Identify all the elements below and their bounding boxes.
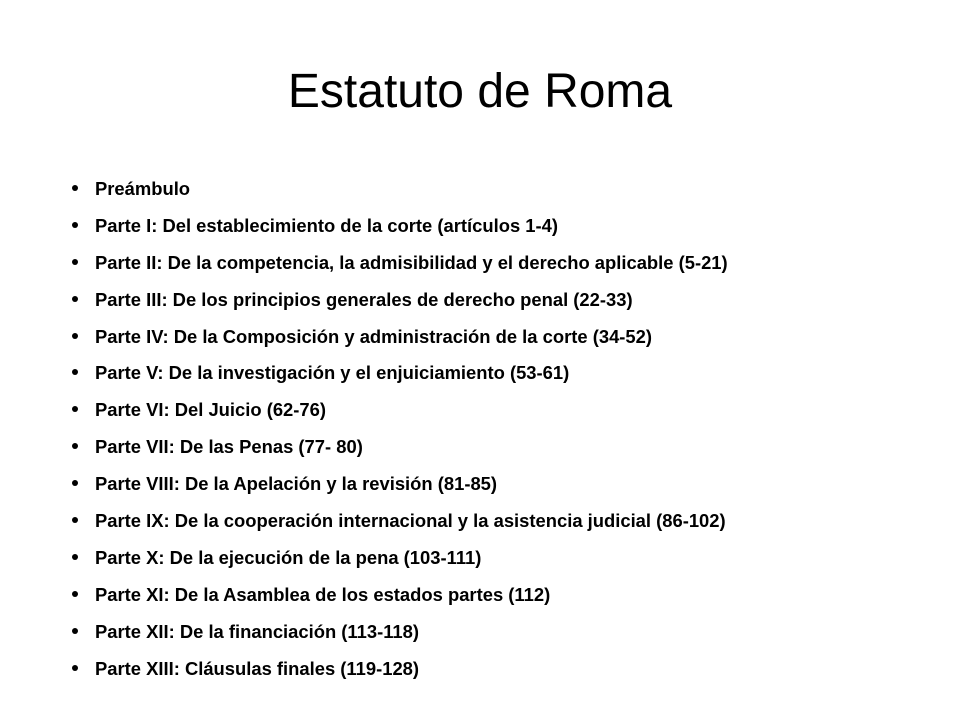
bullet-item (72, 430, 942, 467)
bullet-text: Parte VI: Del Juicio (62-76) (95, 399, 326, 421)
bullet-list (72, 172, 942, 688)
bullet-item (72, 172, 942, 209)
bullet-icon (72, 296, 78, 302)
bullet-icon (72, 406, 78, 412)
bullet-icon (72, 259, 78, 265)
bullet-item (72, 504, 942, 541)
bullet-text: Parte XI: De la Asamblea de los estados partes (112) (95, 583, 551, 605)
bullet-icon (72, 554, 78, 560)
bullet-text: Parte I: Del establecimiento de la corte (artículos 1-4) (95, 214, 558, 236)
bullet-item (72, 467, 942, 504)
bullet-icon (72, 222, 78, 228)
bullet-item (72, 356, 942, 393)
bullet-text: Parte XIII: Cláusulas finales (119-128) (95, 657, 420, 679)
bullet-text: Parte IV: De la Composición y administración de la corte (34-52) (95, 325, 652, 347)
bullet-text: Parte IX: De la cooperación internacional y la asistencia judicial (86-102) (95, 510, 726, 532)
bullet-item (72, 209, 942, 246)
bullet-icon (72, 185, 78, 191)
bullet-text: Parte III: De los principios generales de derecho penal (22-33) (95, 288, 633, 310)
bullet-icon (72, 517, 78, 523)
bullet-icon (72, 443, 78, 449)
bullet-icon (72, 480, 78, 486)
bullet-item (72, 246, 942, 283)
bullet-text: Parte XII: De la financiación (113-118) (95, 620, 420, 642)
bullet-text: Parte II: De la competencia, la admisibilidad y el derecho aplicable (5-21) (95, 251, 728, 273)
bullet-item (72, 541, 942, 578)
bullet-icon (72, 665, 78, 671)
bullet-icon (72, 333, 78, 339)
slide-title: Estatuto de Roma (287, 65, 673, 118)
bullet-text: Parte X: De la ejecución de la pena (103-111) (95, 546, 482, 568)
bullet-item (72, 652, 942, 689)
bullet-icon (72, 369, 78, 375)
bullet-item (72, 393, 942, 430)
bullet-text: Parte VIII: De la Apelación y la revisión (81-85) (95, 473, 498, 495)
bullet-text: Parte V: De la investigación y el enjuiciamiento (53-61) (95, 362, 570, 384)
bullet-item (72, 615, 942, 652)
bullet-item (72, 320, 942, 357)
bullet-icon (72, 628, 78, 634)
bullet-text: Parte VII: De las Penas (77- 80) (95, 436, 363, 458)
bullet-icon (72, 591, 78, 597)
bullet-text: Preámbulo (95, 178, 191, 199)
bullet-item (72, 578, 942, 615)
bullet-item (72, 283, 942, 320)
